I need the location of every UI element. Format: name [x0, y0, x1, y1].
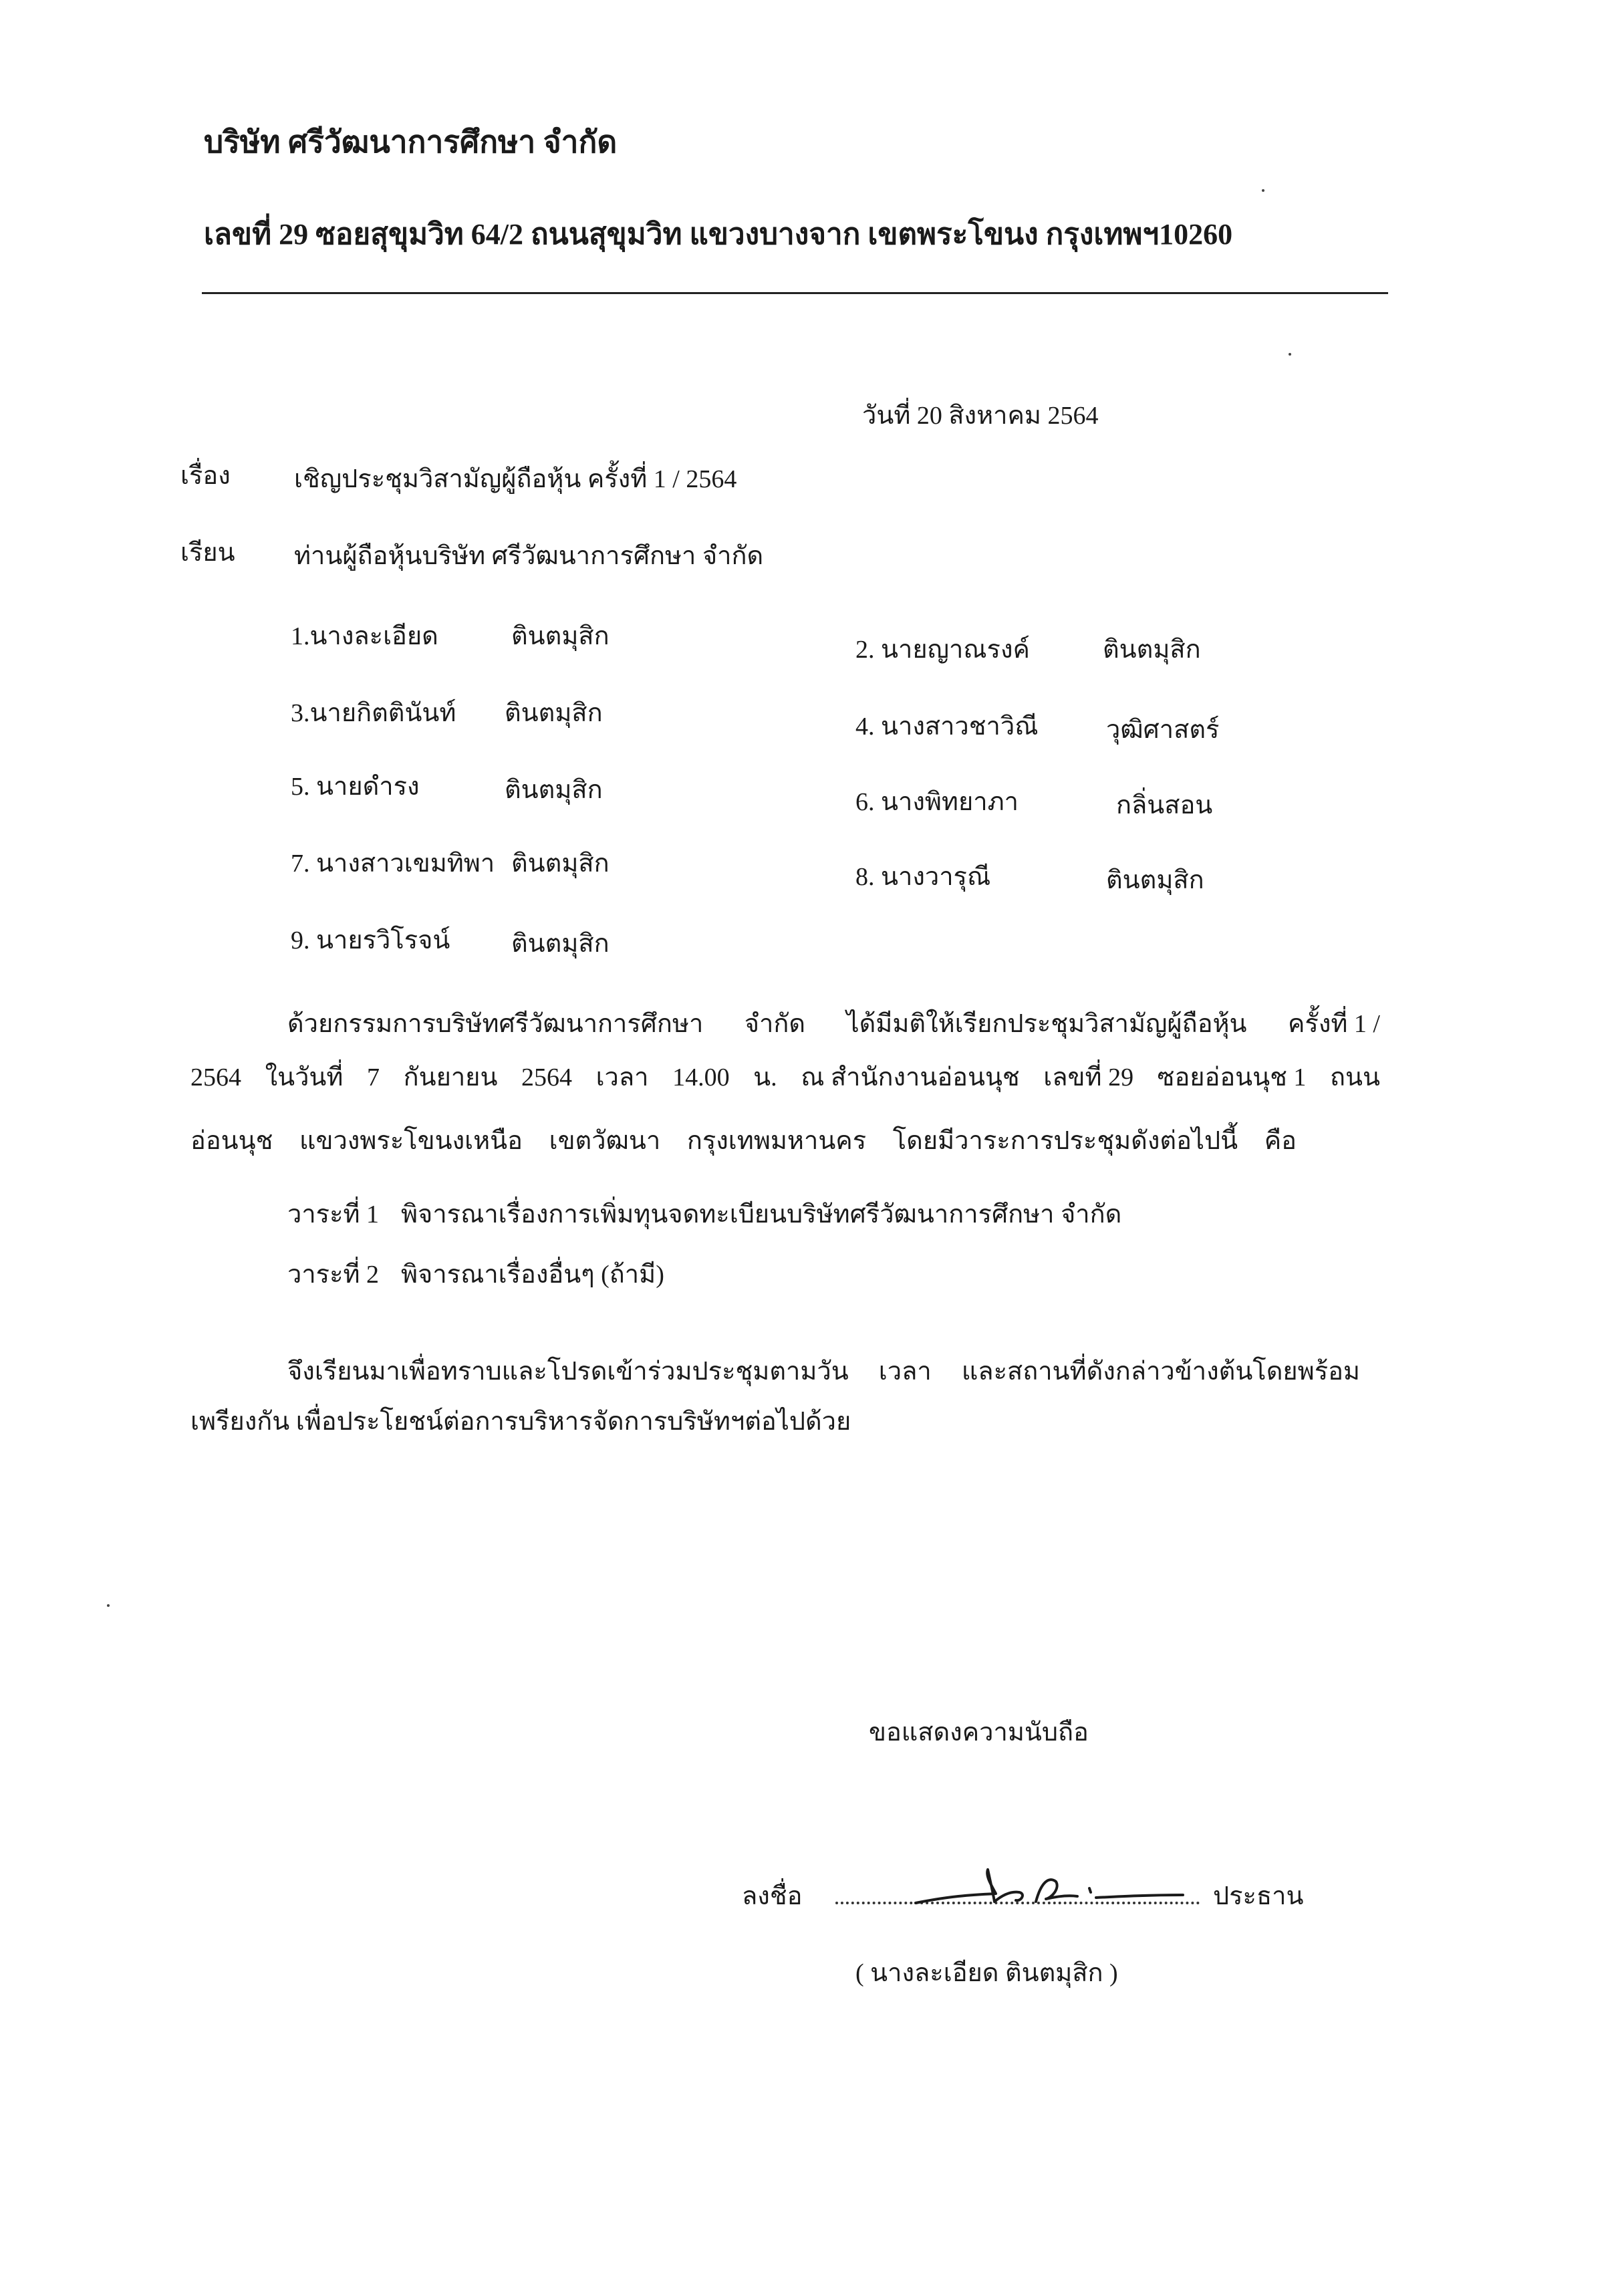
letterhead-divider	[202, 292, 1388, 294]
scan-speck	[1289, 353, 1291, 356]
body-word: คือ	[1264, 1127, 1297, 1155]
shareholder-name: 5. นายดำรง	[291, 773, 420, 801]
body-word: กันยายน	[403, 1063, 498, 1092]
body-word: 2564	[521, 1063, 572, 1092]
signatory-position: ประธาน	[1213, 1882, 1304, 1910]
body-word: จำกัด	[744, 1010, 806, 1038]
agenda-label: วาระที่ 2	[287, 1261, 380, 1289]
company-address: เลขที่ 29 ซอยสุขุมวิท 64/2 ถนนสุขุมวิท แขวงบางจาก เขตพระโขนง กรุงเทพฯ10260	[204, 218, 1233, 251]
addressee-text: ท่านผู้ถือหุ้นบริษัท ศรีวัฒนาการศึกษา จำกัด	[294, 542, 764, 570]
subject-text: เชิญประชุมวิสามัญผู้ถือหุ้น ครั้งที่ 1 / 2564	[294, 465, 737, 493]
shareholder-name: 3.นายกิตตินันท์	[291, 699, 456, 727]
letter-date: วันที่ 20 สิงหาคม 2564	[862, 402, 1099, 430]
shareholder-name: 6. นางพิทยาภา	[855, 788, 1019, 816]
addressee-label: เรียน	[180, 539, 235, 567]
body-word: กรุงเทพมหานคร	[686, 1127, 867, 1155]
body-word: ครั้งที่ 1 /	[1287, 1010, 1380, 1038]
closing-line-2: เพรียงกัน เพื่อประโยชน์ต่อการบริหารจัดการบริษัทฯต่อไปด้วย	[190, 1408, 851, 1436]
agenda-text: พิจารณาเรื่องการเพิ่มทุนจดทะเบียนบริษัทศรีวัฒนาการศึกษา จำกัด	[401, 1200, 1122, 1229]
shareholder-surname: ตินตมุสิก	[511, 622, 610, 650]
shareholder-surname: ตินตมุสิก	[1106, 866, 1204, 894]
body-word: ด้วยกรรมการบริษัทศรีวัฒนาการศึกษา	[287, 1010, 704, 1038]
shareholder-name: 9. นายรวิโรจน์	[291, 926, 450, 954]
shareholder-surname: ตินตมุสิก	[1103, 636, 1201, 664]
body-word: แขวงพระโขนงเหนือ	[299, 1127, 523, 1155]
shareholder-name: 8. นางวารุณี	[855, 863, 991, 891]
body-word: ณ สำนักงานอ่อนนุช	[801, 1063, 1020, 1092]
body-line-1	[287, 1009, 1380, 1040]
scan-speck	[107, 1604, 110, 1607]
body-word: โดยมีวาระการประชุมดังต่อไปนี้	[892, 1127, 1238, 1155]
shareholder-name: 1.นางละเอียด	[291, 622, 438, 650]
shareholder-name: 7. นางสาวเขมทิพา	[291, 850, 495, 878]
closing-word: จึงเรียนมาเพื่อทราบและโปรดเข้าร่วมประชุมตามวัน	[287, 1358, 849, 1386]
shareholder-surname: ตินตมุสิก	[511, 850, 610, 878]
agenda-label: วาระที่ 1	[287, 1200, 380, 1229]
body-word: ถนน	[1330, 1063, 1380, 1092]
body-word: เวลา	[595, 1063, 649, 1092]
closing-word: และสถานที่ดังกล่าวข้างต้นโดยพร้อม	[961, 1358, 1360, 1386]
body-word: ได้มีมติให้เรียกประชุมวิสามัญผู้ถือหุ้น	[846, 1010, 1247, 1038]
company-name: บริษัท ศรีวัฒนาการศึกษา จำกัด	[204, 125, 618, 159]
body-word: 7	[367, 1063, 380, 1092]
handwritten-signature	[909, 1862, 1190, 1915]
closing-word: เวลา	[878, 1358, 932, 1386]
shareholder-surname: วุฒิศาสตร์	[1106, 716, 1220, 744]
body-word: น.	[753, 1063, 777, 1092]
body-word: ซอยอ่อนนุช 1	[1157, 1063, 1307, 1092]
regards-text: ขอแสดงความนับถือ	[869, 1718, 1089, 1747]
body-word: 2564	[190, 1063, 241, 1092]
shareholder-name: 4. นางสาวชาวิณี	[855, 713, 1039, 741]
body-line-3	[190, 1126, 1297, 1157]
scan-speck	[1262, 189, 1264, 192]
subject-label: เรื่อง	[180, 462, 231, 490]
closing-line-1	[287, 1357, 1360, 1388]
shareholder-name: 2. นายญาณรงค์	[855, 636, 1030, 664]
body-word: เขตวัฒนา	[549, 1127, 661, 1155]
body-line-2	[190, 1063, 1380, 1094]
shareholder-surname: ตินตมุสิก	[505, 776, 603, 804]
shareholder-surname: ตินตมุสิก	[505, 699, 603, 727]
shareholder-surname: ตินตมุสิก	[511, 930, 610, 958]
body-word: 14.00	[672, 1063, 730, 1092]
agenda-text: พิจารณาเรื่องอื่นๆ (ถ้ามี)	[401, 1261, 664, 1289]
shareholder-surname: กลิ่นสอน	[1116, 791, 1213, 819]
body-word: อ่อนนุช	[190, 1127, 273, 1155]
sign-label: ลงชื่อ	[742, 1882, 803, 1910]
body-word: เลขที่ 29	[1043, 1063, 1134, 1092]
body-word: ในวันที่	[265, 1063, 344, 1092]
signatory-name: ( นางละเอียด ตินตมุสิก )	[855, 1959, 1118, 1987]
